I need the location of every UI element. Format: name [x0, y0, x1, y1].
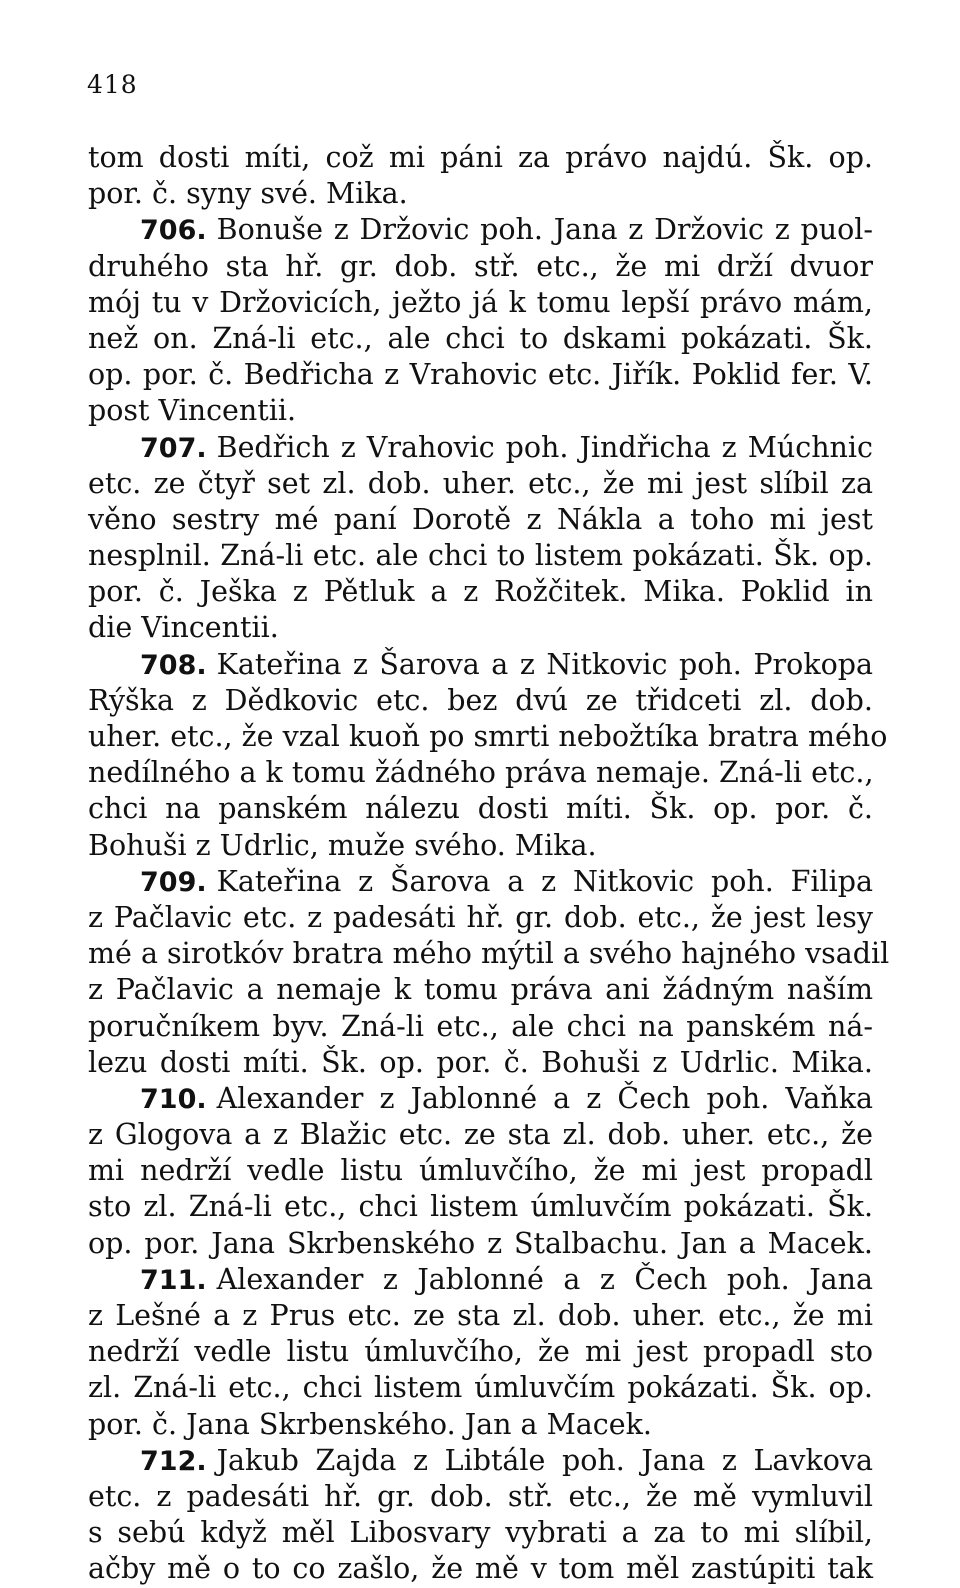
text-line	[88, 719, 888, 755]
text-line	[88, 755, 873, 791]
line-text: druhého sta hř. gr. dob. stř. etc., že mi drží dvuor	[88, 249, 873, 283]
line-text: Bohuši z Udrlic, muže svého. Mika.	[88, 828, 597, 862]
line-text: sto zl. Zná-li etc., chci listem úmluvčím pokázati. Šk.	[88, 1190, 873, 1224]
entry-number: 708.	[140, 649, 207, 681]
line-text: mi nedrží vedle listu úmluvčího, že mi jest propadl	[88, 1154, 873, 1188]
text-line	[88, 393, 873, 429]
text-line	[88, 610, 873, 646]
text-line	[88, 1189, 873, 1225]
text-line	[88, 1117, 873, 1153]
text-line	[88, 140, 873, 176]
line-text: ačby mě o to co zašlo, že mě v tom měl zastúpiti tak	[88, 1552, 873, 1586]
text-line	[88, 828, 873, 864]
line-text: uher. etc., že vzal kuoň po smrti nebožtíka bratra mého	[88, 720, 888, 753]
page-number: 418	[87, 70, 138, 99]
text-line	[88, 972, 873, 1008]
line-text: věno sestry mé paní Dorotě z Nákla a toho mi jest	[88, 502, 873, 536]
body-text	[88, 140, 890, 1588]
line-text: lezu dosti míti. Šk. op. por. č. Bohuši z Udrlic. Mika.	[88, 1045, 873, 1079]
line-text: chci na panském nálezu dosti míti. Šk. op. por. č.	[88, 792, 873, 826]
entry-first-line	[88, 1443, 873, 1479]
text-line	[88, 466, 873, 502]
line-text: poručníkem byv. Zná-li etc., ale chci na panském ná-	[88, 1009, 873, 1043]
line-text: nedílného a k tomu žádného práva nemaje. Zná-li etc.,	[88, 756, 874, 790]
line-text: z Glogova a z Blažic etc. ze sta zl. dob. uher. etc., že	[88, 1118, 873, 1152]
text-line	[88, 176, 873, 212]
line-text: post Vincentii.	[88, 394, 297, 428]
text-line	[88, 285, 873, 321]
entry-first-line	[88, 212, 873, 248]
line-text: zl. Zná-li etc., chci listem úmluvčím pokázati. Šk. op.	[88, 1371, 873, 1405]
entry-first-line	[88, 1081, 873, 1117]
text-line	[88, 1226, 873, 1262]
text-line	[88, 502, 873, 538]
text-line	[88, 1479, 873, 1515]
line-text: Bonuše z Držovic poh. Jana z Držovic z puol-	[216, 213, 873, 247]
text-line	[88, 900, 873, 936]
line-text: op. por. Jana Skrbenského z Stalbachu. Jan a Macek.	[88, 1226, 873, 1260]
line-text: z Lešné a z Prus etc. ze sta zl. dob. uher. etc., že mi	[88, 1299, 873, 1332]
text-line	[88, 1370, 873, 1406]
line-text: Kateřina z Šarova a z Nitkovic poh. Filipa	[216, 864, 873, 898]
line-text: Alexander z Jablonné a z Čech poh. Vaňka	[216, 1081, 873, 1115]
text-line	[88, 936, 890, 972]
line-text: Bedřich z Vrahovic poh. Jindřicha z Múchnic	[216, 430, 873, 464]
text-line	[88, 1009, 873, 1045]
text-line	[88, 249, 873, 285]
line-text: Rýška z Dědkovic etc. bez dvú ze třidceti zl. dob.	[88, 683, 873, 717]
entry-number: 711.	[140, 1264, 207, 1296]
text-line	[88, 321, 873, 357]
text-line	[88, 538, 873, 574]
line-text: mé a sirotkóv bratra mého mýtil a svého hajného vsadil	[88, 937, 890, 971]
line-text: z Pačlavic etc. z padesáti hř. gr. dob. etc., že jest lesy	[88, 900, 873, 934]
entry-first-line	[88, 1262, 873, 1298]
entry-first-line	[88, 647, 873, 683]
line-text: op. por. č. Bedřicha z Vrahovic etc. Jiřík. Poklid fer. V.	[88, 358, 873, 392]
text-line	[88, 1515, 873, 1551]
line-text: mój tu v Držovicích, ježto já k tomu lepší právo mám,	[88, 285, 873, 319]
line-text: s sebú když měl Libosvary vybrati a za to mi slíbil,	[88, 1516, 873, 1550]
text-line	[88, 1045, 873, 1081]
text-line	[88, 574, 873, 610]
text-line	[88, 357, 873, 393]
text-line	[88, 1298, 873, 1334]
entry-number: 706.	[140, 215, 207, 247]
line-text: Jakub Zajda z Libtále poh. Jana z Lavkova	[216, 1443, 873, 1477]
entry-number: 707.	[140, 432, 207, 464]
text-line	[88, 1153, 873, 1189]
text-line	[88, 1407, 873, 1443]
line-text: z Pačlavic a nemaje k tomu práva ani žádným naším	[88, 973, 873, 1007]
line-text: por. č. Ješka z Pětluk a z Rožčitek. Mika. Poklid in	[88, 575, 873, 609]
line-text: Kateřina z Šarova a z Nitkovic poh. Prokopa	[216, 647, 873, 681]
text-line	[88, 683, 873, 719]
line-text: etc. z padesáti hř. gr. dob. stř. etc., že mě vymluvil	[88, 1479, 873, 1513]
entry-number: 710.	[140, 1083, 207, 1115]
line-text: nesplnil. Zná-li etc. ale chci to listem pokázati. Šk. op.	[88, 539, 873, 573]
line-text: než on. Zná-li etc., ale chci to dskami pokázati. Šk.	[88, 321, 873, 355]
entry-number: 712.	[140, 1445, 207, 1477]
text-line	[88, 1334, 873, 1370]
text-line	[88, 1551, 873, 1587]
line-text: Alexander z Jablonné a z Čech poh. Jana	[216, 1262, 873, 1296]
entry-first-line	[88, 430, 873, 466]
line-text: etc. ze čtyř set zl. dob. uher. etc., že mi jest slíbil za	[88, 466, 873, 500]
line-text: por. č. syny své. Mika.	[88, 177, 408, 211]
line-text: tom dosti míti, což mi páni za právo najdú. Šk. op.	[88, 141, 873, 174]
line-text: nedrží vedle listu úmluvčího, že mi jest propadl sto	[88, 1335, 873, 1369]
line-text: por. č. Jana Skrbenského. Jan a Macek.	[88, 1407, 652, 1441]
text-line	[88, 791, 873, 827]
line-text: die Vincentii.	[88, 611, 279, 645]
entry-number: 709.	[140, 866, 207, 898]
entry-first-line	[88, 864, 873, 900]
